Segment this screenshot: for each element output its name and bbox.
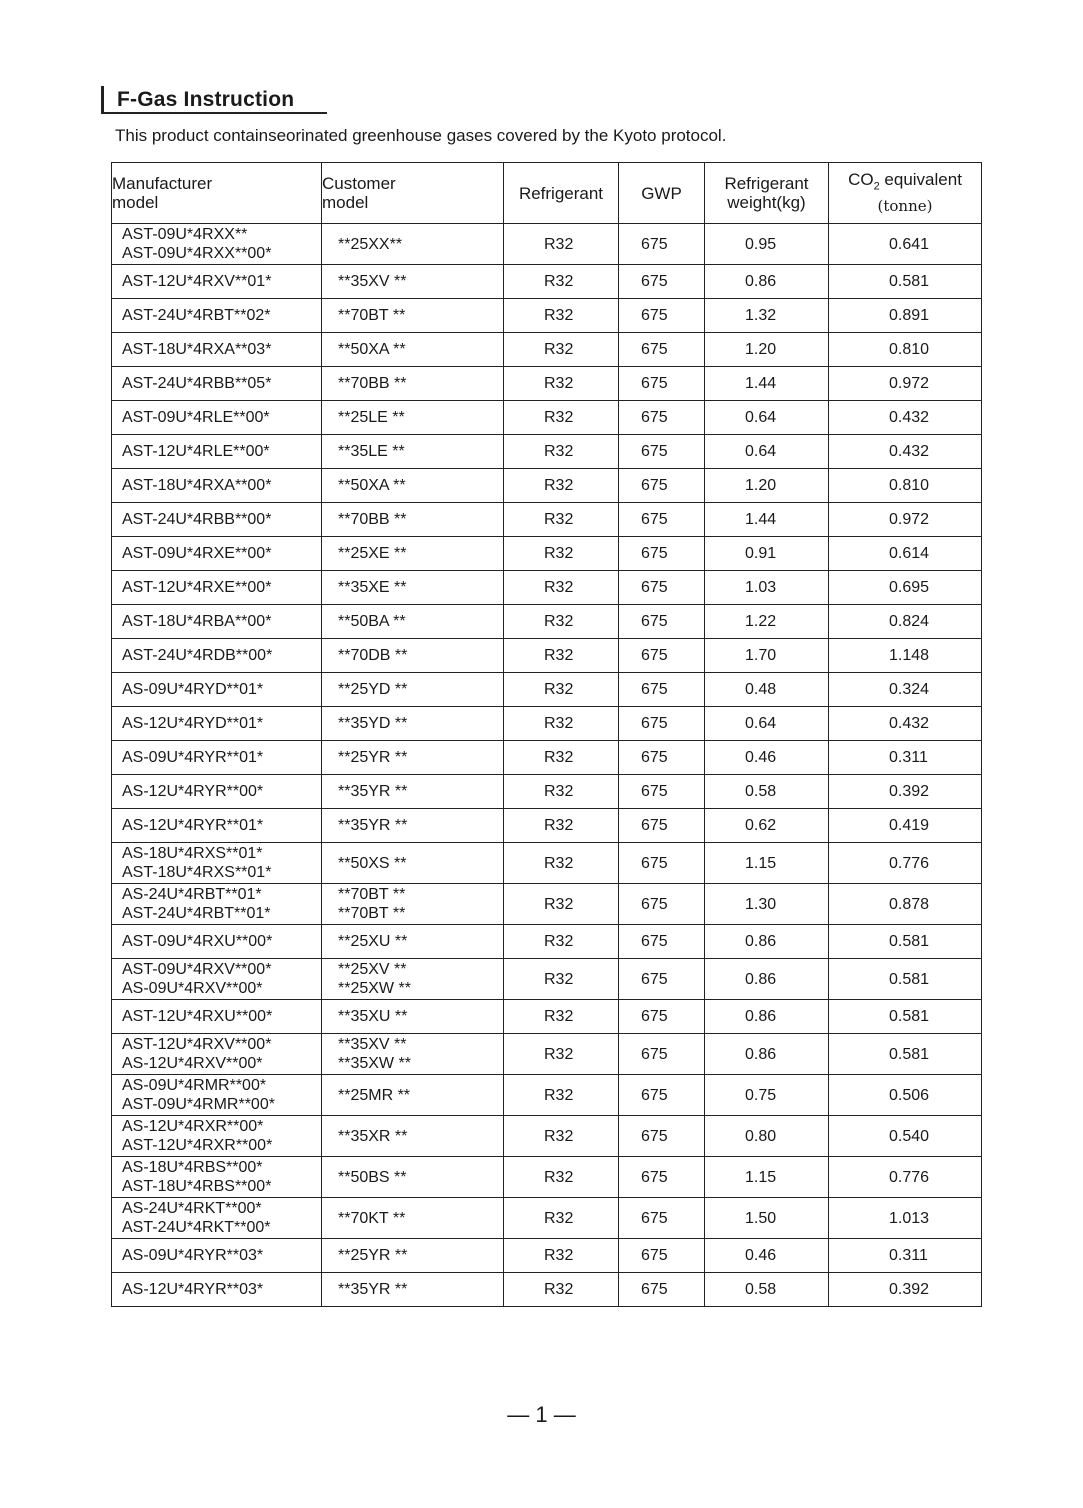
cell-customer-model: **50XA ** [322, 333, 504, 367]
table-row [112, 1075, 982, 1116]
header-co2-equivalent: $CO_2$ equivalent (tonne) [829, 163, 982, 224]
cell-refrigerant-weight: 0.64 [705, 707, 829, 741]
cell-manufacturer-model: AS-18U*4RXS**01* AST-18U*4RXS**01* [112, 843, 322, 884]
cell-refrigerant-weight: 1.15 [705, 1157, 829, 1198]
cell-customer-model: **35XU ** [322, 1000, 504, 1034]
cell-co2-equivalent: 0.581 [829, 925, 982, 959]
cell-manufacturer-model: AST-09U*4RXE**00* [112, 537, 322, 571]
cell-refrigerant: R32 [504, 1075, 619, 1116]
table-row [112, 1157, 982, 1198]
cell-co2-equivalent: 0.810 [829, 333, 982, 367]
cell-refrigerant-weight: 1.44 [705, 503, 829, 537]
cell-customer-model: **35LE ** [322, 435, 504, 469]
cell-refrigerant-weight: 1.44 [705, 367, 829, 401]
table-row [112, 1034, 982, 1075]
cell-refrigerant-weight: 0.86 [705, 265, 829, 299]
cell-manufacturer-model: AST-12U*4RXV**00* AS-12U*4RXV**00* [112, 1034, 322, 1075]
cell-manufacturer-model: AS-09U*4RMR**00* AST-09U*4RMR**00* [112, 1075, 322, 1116]
cell-co2-equivalent: 0.324 [829, 673, 982, 707]
cell-refrigerant-weight: 0.58 [705, 1273, 829, 1307]
cell-gwp: 675 [619, 1273, 705, 1307]
cell-refrigerant: R32 [504, 401, 619, 435]
cell-co2-equivalent: 1.013 [829, 1198, 982, 1239]
cell-gwp: 675 [619, 1000, 705, 1034]
cell-refrigerant-weight: 1.32 [705, 299, 829, 333]
table-row [112, 707, 982, 741]
cell-co2-equivalent: 0.432 [829, 435, 982, 469]
cell-manufacturer-model: AST-18U*4RXA**03* [112, 333, 322, 367]
cell-refrigerant: R32 [504, 571, 619, 605]
cell-refrigerant: R32 [504, 367, 619, 401]
table-row [112, 469, 982, 503]
cell-gwp: 675 [619, 435, 705, 469]
cell-refrigerant: R32 [504, 1034, 619, 1075]
cell-gwp: 675 [619, 959, 705, 1000]
cell-refrigerant: R32 [504, 537, 619, 571]
cell-refrigerant-weight: 1.70 [705, 639, 829, 673]
cell-co2-equivalent: 0.972 [829, 367, 982, 401]
cell-manufacturer-model: AST-09U*4RXV**00* AS-09U*4RXV**00* [112, 959, 322, 1000]
cell-co2-equivalent: 0.810 [829, 469, 982, 503]
cell-refrigerant-weight: 1.20 [705, 333, 829, 367]
cell-refrigerant: R32 [504, 469, 619, 503]
cell-gwp: 675 [619, 605, 705, 639]
cell-refrigerant-weight: 1.03 [705, 571, 829, 605]
cell-refrigerant-weight: 0.48 [705, 673, 829, 707]
table-row [112, 1116, 982, 1157]
cell-manufacturer-model: AST-24U*4RBB**05* [112, 367, 322, 401]
cell-refrigerant-weight: 0.86 [705, 925, 829, 959]
cell-manufacturer-model: AS-12U*4RYR**01* [112, 809, 322, 843]
cell-refrigerant-weight: 0.64 [705, 435, 829, 469]
cell-manufacturer-model: AST-12U*4RXE**00* [112, 571, 322, 605]
header-manufacturer-model: Manufacturer model [112, 163, 322, 224]
cell-co2-equivalent: 0.614 [829, 537, 982, 571]
cell-gwp: 675 [619, 333, 705, 367]
table-row [112, 884, 982, 925]
cell-refrigerant-weight: 0.62 [705, 809, 829, 843]
cell-refrigerant: R32 [504, 224, 619, 265]
cell-refrigerant: R32 [504, 605, 619, 639]
cell-co2-equivalent: 0.581 [829, 1000, 982, 1034]
cell-gwp: 675 [619, 571, 705, 605]
table-row [112, 1239, 982, 1273]
cell-customer-model: **50XA ** [322, 469, 504, 503]
table-row [112, 224, 982, 265]
cell-customer-model: **25MR ** [322, 1075, 504, 1116]
cell-refrigerant: R32 [504, 707, 619, 741]
header-refrigerant: Refrigerant [504, 163, 619, 224]
cell-manufacturer-model: AS-09U*4RYR**03* [112, 1239, 322, 1273]
intro-text: This product containseorinated greenhouse gases covered by the Kyoto protocol. [115, 126, 727, 145]
cell-refrigerant: R32 [504, 1000, 619, 1034]
page-title: F-Gas Instruction [117, 88, 295, 111]
cell-co2-equivalent: 0.419 [829, 809, 982, 843]
cell-refrigerant-weight: 1.20 [705, 469, 829, 503]
cell-gwp: 675 [619, 265, 705, 299]
table-row [112, 435, 982, 469]
table-header-row [112, 163, 982, 224]
cell-co2-equivalent: 0.432 [829, 707, 982, 741]
cell-refrigerant: R32 [504, 1273, 619, 1307]
cell-customer-model: **25LE ** [322, 401, 504, 435]
cell-refrigerant: R32 [504, 1157, 619, 1198]
table-row [112, 503, 982, 537]
cell-co2-equivalent: 0.972 [829, 503, 982, 537]
cell-co2-equivalent: 0.311 [829, 1239, 982, 1273]
table-row [112, 959, 982, 1000]
cell-co2-equivalent: 0.311 [829, 741, 982, 775]
table-row [112, 571, 982, 605]
cell-refrigerant: R32 [504, 925, 619, 959]
table-row [112, 639, 982, 673]
cell-refrigerant: R32 [504, 1239, 619, 1273]
cell-manufacturer-model: AS-12U*4RYR**00* [112, 775, 322, 809]
cell-co2-equivalent: 0.581 [829, 265, 982, 299]
cell-gwp: 675 [619, 809, 705, 843]
cell-customer-model: **70KT ** [322, 1198, 504, 1239]
cell-co2-equivalent: 0.776 [829, 843, 982, 884]
cell-co2-equivalent: 0.641 [829, 224, 982, 265]
cell-customer-model: **70BB ** [322, 503, 504, 537]
cell-co2-equivalent: 0.695 [829, 571, 982, 605]
table-row [112, 367, 982, 401]
cell-refrigerant: R32 [504, 639, 619, 673]
cell-refrigerant: R32 [504, 809, 619, 843]
cell-customer-model: **25XX** [322, 224, 504, 265]
header-gwp: GWP [619, 163, 705, 224]
cell-manufacturer-model: AST-18U*4RBA**00* [112, 605, 322, 639]
table-row [112, 265, 982, 299]
cell-gwp: 675 [619, 537, 705, 571]
cell-customer-model: **25XV ** **25XW ** [322, 959, 504, 1000]
cell-refrigerant-weight: 0.86 [705, 959, 829, 1000]
cell-manufacturer-model: AS-24U*4RBT**01* AST-24U*4RBT**01* [112, 884, 322, 925]
cell-co2-equivalent: 1.148 [829, 639, 982, 673]
cell-refrigerant: R32 [504, 843, 619, 884]
cell-manufacturer-model: AS-24U*4RKT**00* AST-24U*4RKT**00* [112, 1198, 322, 1239]
cell-customer-model: **50BS ** [322, 1157, 504, 1198]
table-row [112, 1000, 982, 1034]
cell-customer-model: **50XS ** [322, 843, 504, 884]
cell-manufacturer-model: AST-24U*4RBB**00* [112, 503, 322, 537]
cell-gwp: 675 [619, 707, 705, 741]
cell-gwp: 675 [619, 299, 705, 333]
cell-gwp: 675 [619, 469, 705, 503]
cell-refrigerant: R32 [504, 435, 619, 469]
cell-gwp: 675 [619, 1075, 705, 1116]
cell-refrigerant-weight: 1.30 [705, 884, 829, 925]
cell-co2-equivalent: 0.824 [829, 605, 982, 639]
cell-refrigerant-weight: 0.80 [705, 1116, 829, 1157]
cell-co2-equivalent: 0.392 [829, 1273, 982, 1307]
cell-co2-equivalent: 0.506 [829, 1075, 982, 1116]
cell-manufacturer-model: AS-09U*4RYD**01* [112, 673, 322, 707]
table-row [112, 925, 982, 959]
cell-customer-model: **25XU ** [322, 925, 504, 959]
cell-manufacturer-model: AST-12U*4RXV**01* [112, 265, 322, 299]
cell-co2-equivalent: 0.891 [829, 299, 982, 333]
cell-gwp: 675 [619, 925, 705, 959]
cell-customer-model: **35YR ** [322, 809, 504, 843]
cell-manufacturer-model: AST-09U*4RXX** AST-09U*4RXX**00* [112, 224, 322, 265]
cell-refrigerant: R32 [504, 1198, 619, 1239]
header-refrigerant-weight: Refrigerant weight(kg) [705, 163, 829, 224]
table-row [112, 673, 982, 707]
cell-customer-model: **70BB ** [322, 367, 504, 401]
cell-refrigerant: R32 [504, 333, 619, 367]
cell-gwp: 675 [619, 503, 705, 537]
cell-refrigerant-weight: 0.86 [705, 1034, 829, 1075]
cell-refrigerant-weight: 1.15 [705, 843, 829, 884]
cell-gwp: 675 [619, 884, 705, 925]
cell-customer-model: **70BT ** **70BT ** [322, 884, 504, 925]
cell-refrigerant-weight: 1.22 [705, 605, 829, 639]
cell-refrigerant-weight: 1.50 [705, 1198, 829, 1239]
cell-manufacturer-model: AS-12U*4RYR**03* [112, 1273, 322, 1307]
cell-refrigerant-weight: 0.95 [705, 224, 829, 265]
cell-refrigerant-weight: 0.58 [705, 775, 829, 809]
cell-customer-model: **70DB ** [322, 639, 504, 673]
cell-manufacturer-model: AST-24U*4RBT**02* [112, 299, 322, 333]
cell-gwp: 675 [619, 401, 705, 435]
cell-co2-equivalent: 0.581 [829, 959, 982, 1000]
table-row [112, 775, 982, 809]
cell-gwp: 675 [619, 775, 705, 809]
cell-co2-equivalent: 0.392 [829, 775, 982, 809]
cell-refrigerant: R32 [504, 741, 619, 775]
cell-manufacturer-model: AST-09U*4RLE**00* [112, 401, 322, 435]
cell-manufacturer-model: AS-18U*4RBS**00* AST-18U*4RBS**00* [112, 1157, 322, 1198]
cell-co2-equivalent: 0.540 [829, 1116, 982, 1157]
cell-customer-model: **25YR ** [322, 741, 504, 775]
cell-customer-model: **35XR ** [322, 1116, 504, 1157]
cell-customer-model: **35XV ** [322, 265, 504, 299]
cell-gwp: 675 [619, 367, 705, 401]
fgas-table [111, 162, 982, 1307]
table-row [112, 1273, 982, 1307]
table-row [112, 741, 982, 775]
table-row [112, 605, 982, 639]
cell-refrigerant: R32 [504, 1116, 619, 1157]
cell-manufacturer-model: AS-12U*4RXR**00* AST-12U*4RXR**00* [112, 1116, 322, 1157]
cell-co2-equivalent: 0.432 [829, 401, 982, 435]
cell-manufacturer-model: AS-12U*4RYD**01* [112, 707, 322, 741]
cell-refrigerant-weight: 0.46 [705, 741, 829, 775]
cell-refrigerant: R32 [504, 775, 619, 809]
cell-refrigerant-weight: 0.86 [705, 1000, 829, 1034]
cell-customer-model: **35XE ** [322, 571, 504, 605]
cell-gwp: 675 [619, 639, 705, 673]
cell-customer-model: **35YR ** [322, 1273, 504, 1307]
cell-customer-model: **25YD ** [322, 673, 504, 707]
header-customer-model: Customer model [322, 163, 504, 224]
cell-manufacturer-model: AST-09U*4RXU**00* [112, 925, 322, 959]
cell-refrigerant-weight: 0.64 [705, 401, 829, 435]
table-body [112, 224, 982, 1307]
cell-customer-model: **25XE ** [322, 537, 504, 571]
cell-gwp: 675 [619, 1034, 705, 1075]
cell-refrigerant: R32 [504, 884, 619, 925]
cell-customer-model: **50BA ** [322, 605, 504, 639]
cell-gwp: 675 [619, 1198, 705, 1239]
cell-customer-model: **35YR ** [322, 775, 504, 809]
table-row [112, 299, 982, 333]
cell-co2-equivalent: 0.878 [829, 884, 982, 925]
cell-co2-equivalent: 0.776 [829, 1157, 982, 1198]
table-row [112, 843, 982, 884]
table-row [112, 1198, 982, 1239]
page-number: — 1 — [507, 1402, 576, 1427]
table-row [112, 333, 982, 367]
cell-gwp: 675 [619, 224, 705, 265]
cell-manufacturer-model: AST-18U*4RXA**00* [112, 469, 322, 503]
cell-gwp: 675 [619, 1116, 705, 1157]
cell-refrigerant: R32 [504, 503, 619, 537]
table-row [112, 537, 982, 571]
cell-customer-model: **70BT ** [322, 299, 504, 333]
cell-customer-model: **35XV ** **35XW ** [322, 1034, 504, 1075]
cell-refrigerant: R32 [504, 299, 619, 333]
cell-refrigerant: R32 [504, 673, 619, 707]
cell-gwp: 675 [619, 673, 705, 707]
cell-refrigerant-weight: 0.75 [705, 1075, 829, 1116]
cell-manufacturer-model: AST-12U*4RLE**00* [112, 435, 322, 469]
cell-customer-model: **25YR ** [322, 1239, 504, 1273]
cell-manufacturer-model: AS-09U*4RYR**01* [112, 741, 322, 775]
cell-refrigerant: R32 [504, 959, 619, 1000]
cell-co2-equivalent: 0.581 [829, 1034, 982, 1075]
cell-refrigerant-weight: 0.91 [705, 537, 829, 571]
cell-manufacturer-model: AST-12U*4RXU**00* [112, 1000, 322, 1034]
cell-gwp: 675 [619, 741, 705, 775]
cell-customer-model: **35YD ** [322, 707, 504, 741]
table-row [112, 809, 982, 843]
cell-manufacturer-model: AST-24U*4RDB**00* [112, 639, 322, 673]
cell-gwp: 675 [619, 843, 705, 884]
table-row [112, 401, 982, 435]
cell-refrigerant: R32 [504, 265, 619, 299]
cell-gwp: 675 [619, 1157, 705, 1198]
cell-refrigerant-weight: 0.46 [705, 1239, 829, 1273]
cell-gwp: 675 [619, 1239, 705, 1273]
